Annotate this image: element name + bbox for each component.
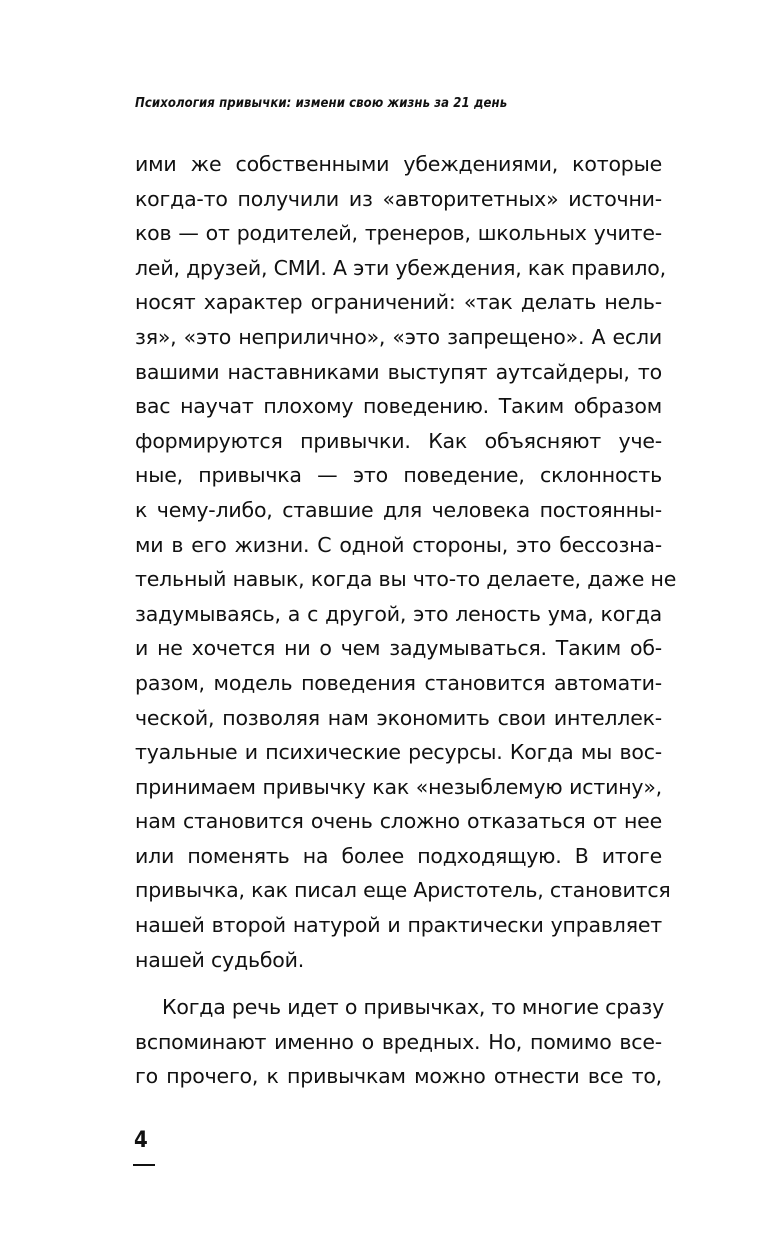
text-line: лей, друзей, СМИ. А эти убеждения, как правило,	[135, 255, 666, 280]
text-line: вашими наставниками выступят аутсайдеры, то	[135, 359, 662, 384]
text-line: привычка, как писал еще Аристотель, становится	[135, 878, 671, 903]
text-line: ческой, позволяя нам экономить свои интеллек-	[135, 705, 662, 730]
text-line: носят характер ограничений: «так делать нель-	[135, 290, 662, 315]
text-line: ков — от родителей, тренеров, школьных учите-	[135, 221, 662, 246]
text-line: тельный навык, когда вы что-то делаете, даже не	[135, 567, 677, 592]
text-line: когда-то получили из «авторитетных» источни-	[135, 186, 662, 211]
text-line: Когда речь идет о привычках, то многие сразу	[162, 995, 665, 1020]
text-line: вспоминают именно о вредных. Но, помимо все-	[135, 1029, 662, 1054]
text-line: ми в его жизни. С одной стороны, это бессозна-	[135, 532, 662, 557]
text-line: вас научат плохому поведению. Таким образом	[135, 394, 662, 419]
text-line: к чему-либо, ставшие для человека постоянны-	[135, 497, 662, 522]
text-line: нашей второй натурой и практически управляет	[135, 913, 662, 938]
text-line: и не хочется ни о чем задумываться. Таким об-	[135, 636, 662, 661]
text-line: разом, модель поведения становится автомати-	[135, 670, 662, 695]
body-text	[135, 147, 677, 1094]
paragraph-1	[135, 147, 677, 977]
text-line: задумываясь, а с другой, это леность ума, когда	[135, 601, 662, 626]
running-header: Психология привычки: измени свою жизнь за 21 день	[135, 96, 508, 111]
text-line: формируются привычки. Как объясняют уче-	[135, 428, 662, 453]
text-line: нашей судьбой.	[135, 947, 305, 972]
text-line: туальные и психические ресурсы. Когда мы вос-	[135, 740, 662, 765]
text-line: или поменять на более подходящую. В итоге	[135, 843, 662, 868]
text-line: ные, привычка — это поведение, склонность	[135, 463, 662, 488]
text-line: зя», «это неприлично», «это запрещено». А если	[135, 324, 662, 349]
paragraph-2	[135, 990, 665, 1094]
text-line: нам становится очень сложно отказаться от нее	[135, 809, 662, 834]
page-number: 4	[134, 1128, 148, 1153]
text-line: принимаем привычку как «незыблемую истину»,	[135, 774, 662, 799]
text-line: го прочего, к привычкам можно отнести все то,	[135, 1064, 662, 1089]
page-number-rule	[133, 1164, 155, 1166]
text-line: ими же собственными убеждениями, которые	[135, 152, 662, 176]
